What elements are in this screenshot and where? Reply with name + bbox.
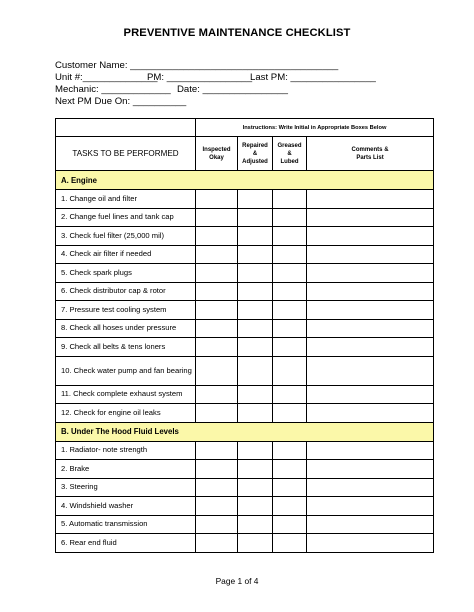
comments-cell[interactable] xyxy=(307,282,434,301)
task-label: 2. Change fuel lines and tank cap xyxy=(56,208,196,227)
task-label: 3. Steering xyxy=(56,478,196,497)
table-row xyxy=(56,282,434,301)
mechanic-field[interactable]: Mechanic: _____________ xyxy=(55,84,171,95)
task-label: 3. Check fuel filter (25,000 mil) xyxy=(56,227,196,246)
repaired-adjusted-cell[interactable] xyxy=(238,208,273,227)
section-title: A. Engine xyxy=(56,171,434,190)
comments-cell[interactable] xyxy=(307,515,434,534)
table-row xyxy=(56,190,434,209)
greased-lubed-header xyxy=(273,137,307,171)
next-pm-due-field[interactable]: Next PM Due On: __________ xyxy=(55,96,187,107)
inspected-okay-cell[interactable] xyxy=(196,385,238,404)
section-row xyxy=(56,422,434,441)
task-label: 11. Check complete exhaust system xyxy=(56,385,196,404)
table-row xyxy=(56,497,434,516)
comments-cell[interactable] xyxy=(307,338,434,357)
page-number: Page 1 of 4 xyxy=(215,576,259,586)
repaired-adjusted-cell[interactable] xyxy=(238,534,273,553)
table-row xyxy=(56,264,434,283)
comments-cell[interactable] xyxy=(307,460,434,479)
comments-cell[interactable] xyxy=(307,208,434,227)
inspected-okay-cell[interactable] xyxy=(196,264,238,283)
inspected-okay-cell[interactable] xyxy=(196,404,238,423)
inspected-okay-cell[interactable] xyxy=(196,441,238,460)
blank-header-cell xyxy=(56,119,196,137)
comments-cell[interactable] xyxy=(307,385,434,404)
inspected-okay-cell[interactable] xyxy=(196,478,238,497)
greased-lubed-cell[interactable] xyxy=(273,404,307,423)
unit-number-field[interactable]: Unit #:______________ xyxy=(55,72,158,83)
date-field[interactable]: Date: ________________ xyxy=(177,84,288,95)
inspected-okay-cell[interactable] xyxy=(196,208,238,227)
inspected-okay-cell[interactable] xyxy=(196,515,238,534)
repaired-header-line-1: Repaired xyxy=(242,142,268,149)
task-label: 1. Change oil and filter xyxy=(56,190,196,209)
repaired-header-line-2: & xyxy=(252,150,258,157)
comments-cell[interactable] xyxy=(307,264,434,283)
inspected-okay-cell[interactable] xyxy=(196,227,238,246)
greased-lubed-cell[interactable] xyxy=(273,460,307,479)
table-row xyxy=(56,245,434,264)
table-row xyxy=(56,515,434,534)
greased-header-line-3: Lubed xyxy=(280,158,299,165)
task-label: 8. Check all hoses under pressure xyxy=(56,319,196,338)
task-label: 5. Check spark plugs xyxy=(56,264,196,283)
repaired-adjusted-cell[interactable] xyxy=(238,478,273,497)
table-row xyxy=(56,319,434,338)
comments-cell[interactable] xyxy=(307,497,434,516)
greased-lubed-cell[interactable] xyxy=(273,385,307,404)
comments-cell[interactable] xyxy=(307,190,434,209)
greased-lubed-cell[interactable] xyxy=(273,478,307,497)
greased-lubed-cell[interactable] xyxy=(273,301,307,320)
repaired-adjusted-cell[interactable] xyxy=(238,319,273,338)
inspected-okay-cell[interactable] xyxy=(196,356,238,385)
comments-cell[interactable] xyxy=(307,404,434,423)
comments-cell[interactable] xyxy=(307,227,434,246)
greased-lubed-cell[interactable] xyxy=(273,264,307,283)
task-label: 6. Rear end fluid xyxy=(56,534,196,553)
comments-header-line-1: Comments & xyxy=(351,146,389,153)
greased-header-line-1: Greased xyxy=(277,142,302,149)
repaired-adjusted-cell[interactable] xyxy=(238,227,273,246)
instructions: Instructions: Write Initial in Appropriate Boxes Below xyxy=(196,119,434,137)
comments-cell[interactable] xyxy=(307,356,434,385)
inspected-header-line-2: Okay xyxy=(209,154,224,161)
task-label: 2. Brake xyxy=(56,460,196,479)
greased-lubed-cell[interactable] xyxy=(273,515,307,534)
table-row xyxy=(56,356,434,385)
task-label: 10. Check water pump and fan bearing xyxy=(56,356,196,385)
repaired-adjusted-cell[interactable] xyxy=(238,282,273,301)
greased-lubed-cell[interactable] xyxy=(273,208,307,227)
inspected-okay-cell[interactable] xyxy=(196,460,238,479)
inspected-okay-header xyxy=(196,137,238,171)
table-row xyxy=(56,441,434,460)
task-label: 4. Windshield washer xyxy=(56,497,196,516)
greased-lubed-cell[interactable] xyxy=(273,441,307,460)
greased-lubed-cell[interactable] xyxy=(273,282,307,301)
repaired-adjusted-cell[interactable] xyxy=(238,497,273,516)
task-label: 1. Radiator- note strength xyxy=(56,441,196,460)
inspected-okay-cell[interactable] xyxy=(196,301,238,320)
greased-lubed-cell[interactable] xyxy=(273,319,307,338)
repaired-adjusted-cell[interactable] xyxy=(238,404,273,423)
section-row xyxy=(56,171,434,190)
comments-header-line-2: Parts List xyxy=(356,154,384,161)
task-label: 5. Automatic transmission xyxy=(56,515,196,534)
repaired-adjusted-cell[interactable] xyxy=(238,441,273,460)
table-row xyxy=(56,227,434,246)
task-label: 6. Check distributor cap & rotor xyxy=(56,282,196,301)
inspected-okay-cell[interactable] xyxy=(196,245,238,264)
table-row xyxy=(56,478,434,497)
comments-cell[interactable] xyxy=(307,245,434,264)
repaired-adjusted-cell[interactable] xyxy=(238,385,273,404)
table-row xyxy=(56,460,434,479)
repaired-adjusted-cell[interactable] xyxy=(238,338,273,357)
table-row xyxy=(56,385,434,404)
inspected-okay-cell[interactable] xyxy=(196,190,238,209)
tasks-header: TASKS TO BE PERFORMED xyxy=(56,137,196,171)
comments-cell[interactable] xyxy=(307,441,434,460)
checklist-table xyxy=(55,118,434,553)
inspected-okay-cell[interactable] xyxy=(196,282,238,301)
inspected-header-line-1: Inspected xyxy=(202,146,231,153)
repaired-adjusted-header xyxy=(238,137,273,171)
greased-lubed-cell[interactable] xyxy=(273,497,307,516)
repaired-adjusted-cell[interactable] xyxy=(238,460,273,479)
table-row xyxy=(56,338,434,357)
table-row xyxy=(56,301,434,320)
task-label: 4. Check air filter if needed xyxy=(56,245,196,264)
table-row xyxy=(56,208,434,227)
greased-lubed-cell[interactable] xyxy=(273,338,307,357)
greased-lubed-cell[interactable] xyxy=(273,227,307,246)
greased-lubed-cell[interactable] xyxy=(273,245,307,264)
inspected-okay-cell[interactable] xyxy=(196,534,238,553)
comments-cell[interactable] xyxy=(307,534,434,553)
greased-lubed-cell[interactable] xyxy=(273,190,307,209)
repaired-adjusted-cell[interactable] xyxy=(238,190,273,209)
greased-lubed-cell[interactable] xyxy=(273,356,307,385)
pm-field[interactable]: PM: ________________ xyxy=(147,72,253,83)
task-label: 12. Check for engine oil leaks xyxy=(56,404,196,423)
comments-cell[interactable] xyxy=(307,478,434,497)
task-label: 7. Pressure test cooling system xyxy=(56,301,196,320)
repaired-adjusted-cell[interactable] xyxy=(238,301,273,320)
repaired-header-line-3: Adjusted xyxy=(242,158,268,165)
greased-lubed-cell[interactable] xyxy=(273,534,307,553)
comments-cell[interactable] xyxy=(307,301,434,320)
inspected-okay-cell[interactable] xyxy=(196,338,238,357)
section-title: B. Under The Hood Fluid Levels xyxy=(56,422,434,441)
inspected-okay-cell[interactable] xyxy=(196,319,238,338)
customer-name-field[interactable]: Customer Name: _______________________________________ xyxy=(55,60,339,71)
last-pm-field[interactable]: Last PM: ________________ xyxy=(250,72,376,83)
task-label: 9. Check all belts & tens loners xyxy=(56,338,196,357)
comments-parts-header xyxy=(307,137,434,171)
repaired-adjusted-cell[interactable] xyxy=(238,264,273,283)
repaired-adjusted-cell[interactable] xyxy=(238,515,273,534)
table-row xyxy=(56,534,434,553)
page-title: PREVENTIVE MAINTENANCE CHECKLIST xyxy=(123,27,351,39)
greased-header-line-2: & xyxy=(287,150,292,157)
inspected-okay-cell[interactable] xyxy=(196,497,238,516)
comments-cell[interactable] xyxy=(307,319,434,338)
repaired-adjusted-cell[interactable] xyxy=(238,356,273,385)
table-row xyxy=(56,404,434,423)
repaired-adjusted-cell[interactable] xyxy=(238,245,273,264)
